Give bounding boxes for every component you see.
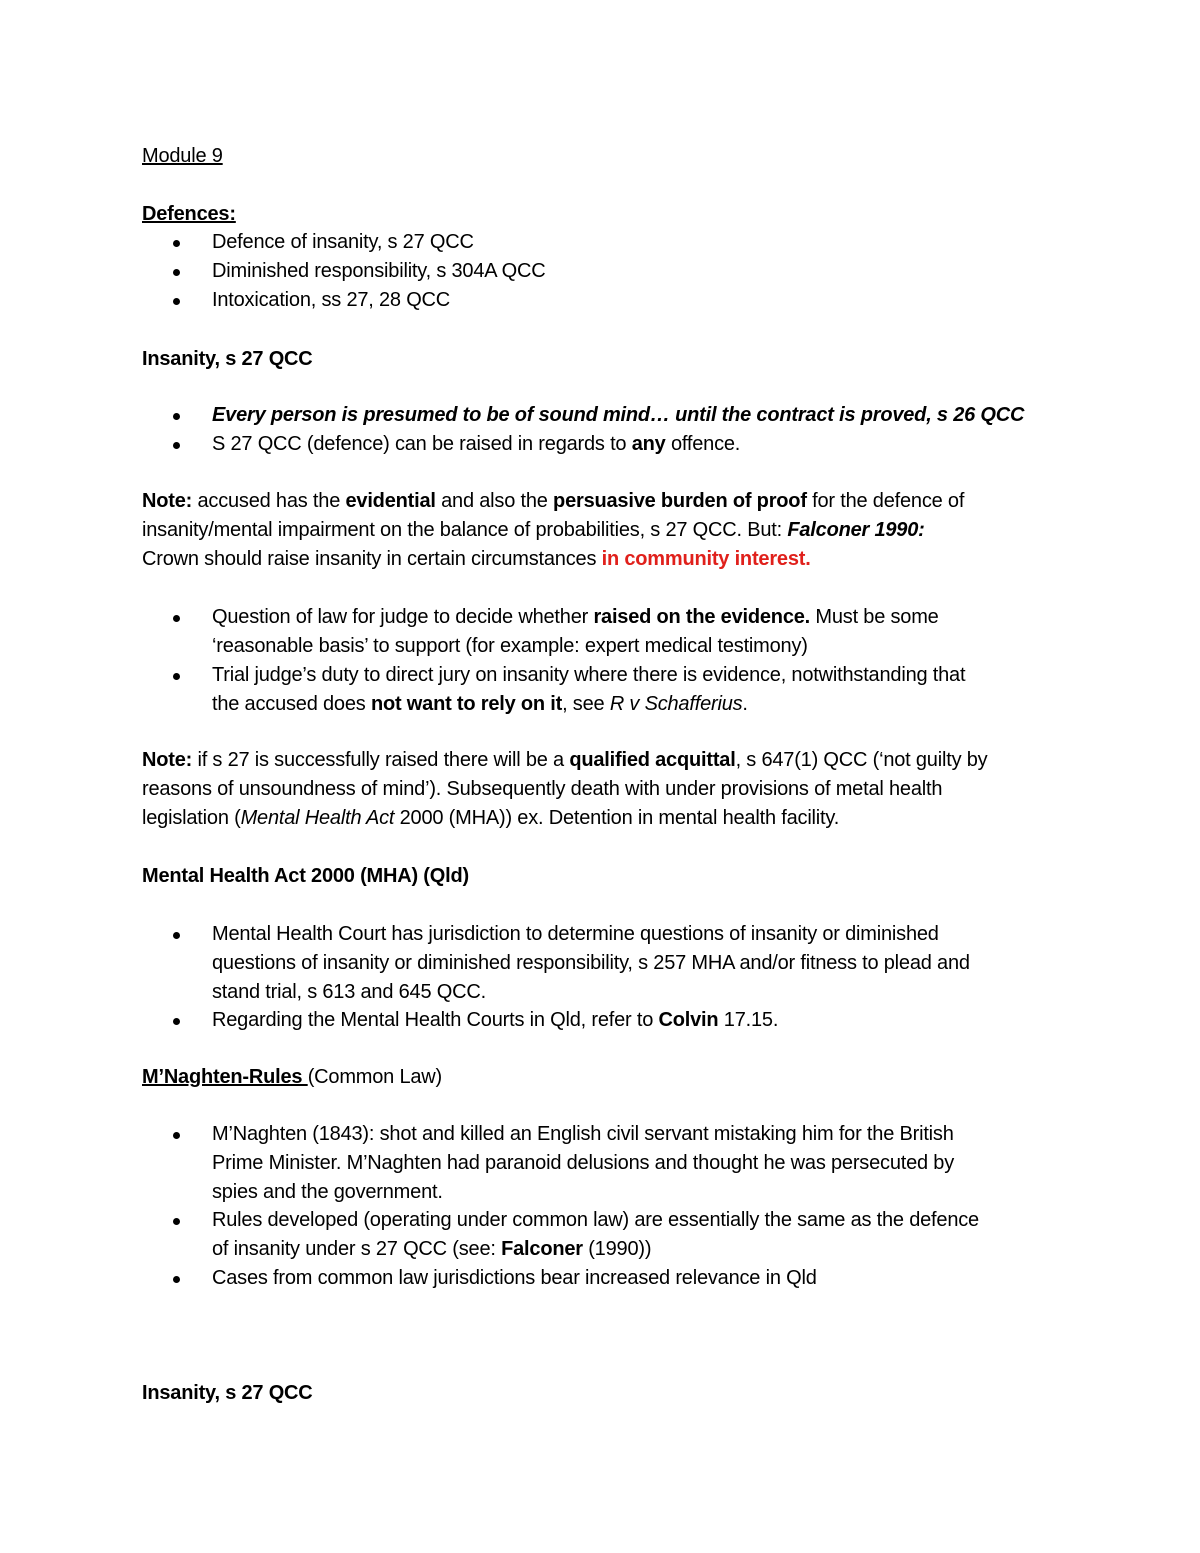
question-of-law-line-2: ‘reasonable basis’ to support (for example: expert medical testimony) xyxy=(212,635,808,657)
note-acquittal-line-1: Note: if s 27 is successfully raised there will be a qualified acquittal, s 647(1) QCC (‘not guilty by xyxy=(142,749,988,771)
defences-item: Defence of insanity, s 27 QCC xyxy=(212,231,474,253)
note-burden-line-3: Crown should raise insanity in certain circumstances in community interest. xyxy=(142,548,811,570)
mnaghten-bullet-line-2: Prime Minister. M’Naghten had paranoid delusions and thought he was persecuted by xyxy=(212,1152,955,1174)
common-law-cases-bullet: Cases from common law jurisdictions bear increased relevance in Qld xyxy=(212,1267,817,1289)
judge-duty-line-1: Trial judge’s duty to direct jury on insanity where there is evidence, notwithstanding that xyxy=(212,664,966,686)
mnaghten-bullet-line-1: M’Naghten (1843): shot and killed an English civil servant mistaking him for the British xyxy=(212,1123,954,1145)
page-title: Module 9 xyxy=(142,145,223,167)
presumption-bullet: Every person is presumed to be of sound mind… until the contract is proved, s 26 QCC xyxy=(212,404,1025,426)
bullet-icon xyxy=(173,442,180,449)
bullet-icon xyxy=(173,1218,180,1225)
bullet-icon xyxy=(173,1276,180,1283)
question-of-law-line-1: Question of law for judge to decide whether raised on the evidence. Must be some xyxy=(212,606,939,628)
mha-bullet-line-1: Mental Health Court has jurisdiction to determine questions of insanity or diminished xyxy=(212,923,939,945)
bullet-icon xyxy=(173,269,180,276)
mnaghten-heading: M’Naghten-Rules (Common Law) xyxy=(142,1066,443,1088)
note-acquittal-line-2: reasons of unsoundness of mind’). Subsequently death with under provisions of metal health xyxy=(142,778,943,800)
defences-item: Diminished responsibility, s 304A QCC xyxy=(212,260,546,282)
bullet-icon xyxy=(173,615,180,622)
rules-bullet-line-2: of insanity under s 27 QCC (see: Falconer (1990)) xyxy=(212,1238,652,1260)
defences-item: Intoxication, ss 27, 28 QCC xyxy=(212,289,451,311)
mha-heading: Mental Health Act 2000 (MHA) (Qld) xyxy=(142,865,469,887)
bullet-icon xyxy=(173,1132,180,1139)
mnaghten-bullet-line-3: spies and the government. xyxy=(212,1181,443,1203)
defences-heading: Defences: xyxy=(142,203,236,225)
note-burden-line-1: Note: accused has the evidential and also the persuasive burden of proof for the defence of xyxy=(142,490,965,512)
mha-bullet-line-2: questions of insanity or diminished responsibility, s 257 MHA and/or fitness to plead and xyxy=(212,952,970,974)
judge-duty-line-2: the accused does not want to rely on it, see R v Schafferius. xyxy=(212,693,748,715)
note-burden-line-2: insanity/mental impairment on the balance of probabilities, s 27 QCC. But: Falconer 1990: xyxy=(142,519,925,541)
any-offence-bullet: S 27 QCC (defence) can be raised in regards to any offence. xyxy=(212,433,741,455)
insanity-heading: Insanity, s 27 QCC xyxy=(142,348,313,370)
mha-colvin-bullet: Regarding the Mental Health Courts in Qld, refer to Colvin 17.15. xyxy=(212,1009,779,1031)
mha-bullet-line-3: stand trial, s 613 and 645 QCC. xyxy=(212,981,486,1003)
bullet-icon xyxy=(173,298,180,305)
insanity-heading-2: Insanity, s 27 QCC xyxy=(142,1382,313,1404)
note-acquittal-line-3: legislation (Mental Health Act 2000 (MHA)) ex. Detention in mental health facility. xyxy=(142,807,840,829)
bullet-icon xyxy=(173,932,180,939)
bullet-icon xyxy=(173,240,180,247)
rules-bullet-line-1: Rules developed (operating under common law) are essentially the same as the defence xyxy=(212,1209,979,1231)
bullet-icon xyxy=(173,1018,180,1025)
bullet-icon xyxy=(173,413,180,420)
bullet-icon xyxy=(173,673,180,680)
